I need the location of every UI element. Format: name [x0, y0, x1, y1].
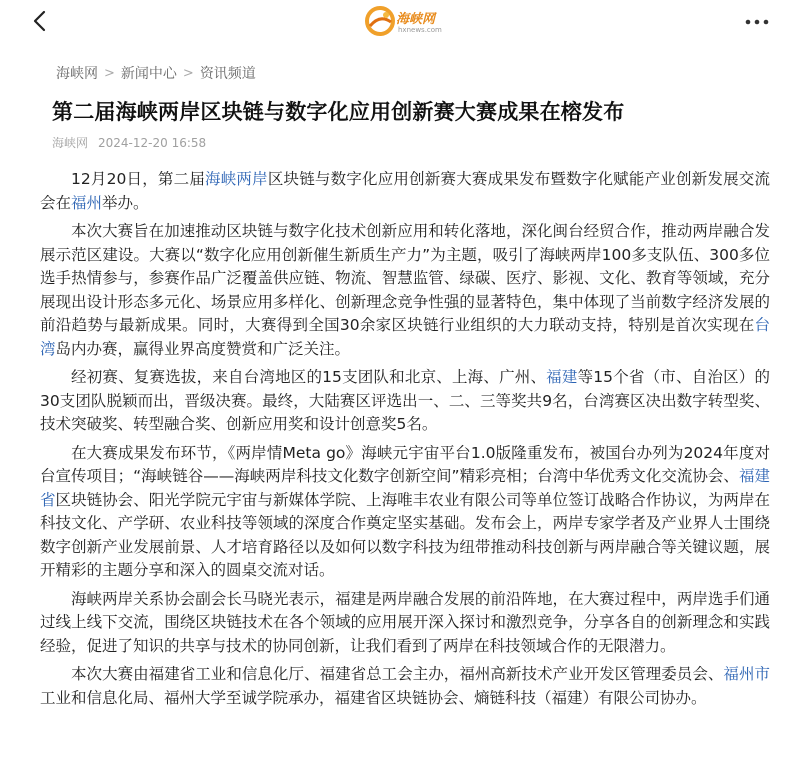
more-button[interactable]: [744, 12, 770, 32]
back-button[interactable]: [28, 8, 54, 34]
top-bar: [0, 0, 799, 44]
paragraph-1: 12月20日，第二届海峡两岸区块链与数字化应用创新赛大赛成果发布暨数字化赋能产业创新发展交流会在福州举办。: [40, 170, 770, 212]
link-fuzhou[interactable]: 福州: [71, 193, 103, 212]
paragraph-6: 本次大赛由福建省工业和信息化厅、福建省总工会主办，福州高新技术产业开发区管理委员会、福州市工业和信息化局、福州大学至诚学院承办，福建省区块链协会、熵链科技（福建）有限公司协办。: [40, 665, 770, 707]
logo-mark-icon: [364, 4, 396, 38]
paragraph-3: 经初赛、复赛选拔，来自台湾地区的15支团队和北京、上海、广州、福建等15个省（市、自治区）的30支团队脱颖而出，晋级决赛。最终，大陆赛区评选出一、二、三等奖共9名，台湾赛区决出数字转型奖、技术突破奖、转型融合奖、创新应用奖和设计创意奖5名。: [40, 368, 770, 433]
breadcrumb-separator: >: [182, 65, 194, 81]
logo-text: 海峡网: [396, 12, 436, 27]
link-fujian[interactable]: 福建: [546, 368, 578, 386]
more-dots-icon: [744, 12, 770, 32]
breadcrumb: [56, 63, 256, 83]
site-logo: [364, 2, 454, 40]
link-fuzhou-city[interactable]: 福州市: [723, 665, 770, 683]
link-fujian-province[interactable]: 福建省: [40, 467, 770, 509]
paragraph-2: 本次大赛旨在加速推动区块链与数字化技术创新应用和转化落地，深化闽台经贸合作，推动两岸融合发展示范区建设。大赛以“数字化应用创新催生新质生产力”为主题，吸引了海峡两岸100多支队伍、300多位选手热情参与，参赛作品广泛覆盖供应链、物流、智慧监管、绿碳、医疗、影视、文化、教育等领域，充分展现出设计形态多元化、场景应用多样化、创新理念竞争性强的显著特色，集中体现了当前数字经济发展的前沿趋势与最新成果。同时，大赛得到全国30余家区块链行业组织的大力联动支持，特别是首次实现在台湾岛内办赛，赢得业界高度赞赏和广泛关注。: [40, 222, 770, 358]
article-datetime: 2024-12-20 16:58: [98, 136, 207, 150]
logo-domain: hxnews.com: [398, 26, 442, 34]
breadcrumb-item-news[interactable]: 新闻中心: [120, 66, 177, 82]
breadcrumb-item-home[interactable]: 海峡网: [56, 66, 98, 82]
article-meta: [52, 134, 206, 151]
link-haixia[interactable]: 海峡两岸: [205, 170, 268, 188]
article-body: [40, 168, 770, 710]
paragraph-5: 海峡两岸关系协会副会长马晓光表示，福建是两岸融合发展的前沿阵地，在大赛过程中，两岸选手们通过线上线下交流，围绕区块链技术在各个领域的应用展开深入探讨和激烈竞争，分享各自的创新理念和实践经验，促进了知识的共享与技术的协同创新，让我们看到了两岸在科技领域合作的无限潜力。: [40, 589, 770, 655]
chevron-left-icon: [28, 8, 54, 34]
link-taiwan[interactable]: 台湾: [40, 316, 770, 358]
paragraph-4: 在大赛成果发布环节，《两岸情Meta go》海峡元宇宙平台1.0版隆重发布，被国台办列为2024年度对台宣传项目；“海峡链谷——海峡两岸科技文化数字创新空间”精彩亮相；台湾中华优秀文化交流协会、福建省区块链协会、阳光学院元宇宙与新媒体学院、上海唯丰农业有限公司等单位签订战略合作协议，为两岸在科技文化、产学研、农业科技等领域的深度合作奠定坚实基础。发布会上，两岸专家学者及产业界人士围绕数字创新产业发展前景、人才培育路径以及如何以数字科技为纽带推动科技创新与两岸融合等关键议题，展开精彩的主题分享和深入的圆桌交流对话。: [40, 443, 770, 579]
breadcrumb-item-channel[interactable]: 资讯频道: [199, 66, 256, 82]
article-title: 第二届海峡两岸区块链与数字化应用创新赛大赛成果在榕发布: [52, 100, 625, 124]
article-source: 海峡网: [52, 136, 89, 150]
breadcrumb-separator: >: [104, 65, 115, 81]
